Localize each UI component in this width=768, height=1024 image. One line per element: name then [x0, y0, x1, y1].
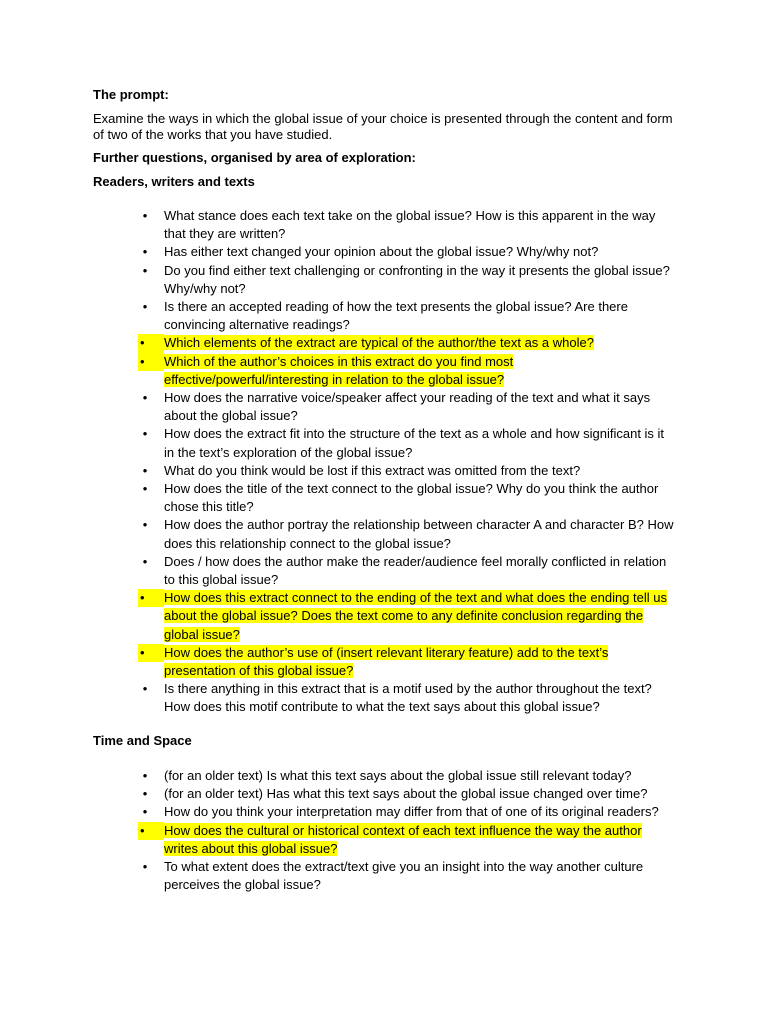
list-item: [0, 480, 676, 516]
list-item-text: Do you find either text challenging or confronting in the way it presents the global issue? Why/why not?: [164, 262, 670, 296]
list-item: [0, 785, 676, 803]
bullet-icon: •: [142, 786, 148, 802]
bullet-icon: •: [142, 481, 148, 497]
list-item-text: Which elements of the extract are typical of the author/the text as a whole?: [164, 335, 594, 351]
bullet-icon: •: [142, 208, 148, 223]
list-item: [0, 298, 676, 334]
list-item-text: Does / how does the author make the reader/audience feel morally conflicted in relation to this global issue?: [164, 553, 667, 588]
list-item: [0, 207, 676, 243]
bullet-icon: •: [138, 644, 164, 662]
list-item-text: (for an older text) Has what this text says about the global issue changed over time?: [164, 786, 648, 802]
list-item: [0, 822, 676, 858]
list-item: [0, 680, 676, 716]
list-item: [0, 803, 676, 821]
bullet-icon: •: [142, 462, 148, 478]
list-item: [0, 767, 676, 785]
list-item-text: How does the narrative voice/speaker affect your reading of the text and what it says about the global issue?: [164, 390, 651, 424]
list-item-text: Which of the author’s choices in this extract do you find most effective/powerful/interesting in relation to the global issue?: [164, 353, 514, 387]
time-space-list: [0, 767, 768, 894]
bullet-icon: •: [142, 859, 148, 875]
list-item: [0, 462, 676, 480]
bullet-icon: •: [142, 681, 148, 697]
list-item-text: How does this extract connect to the ending of the text and what does the ending tell us about the global issue? Does the text come to any definite conclusion regarding the global issue?: [164, 590, 667, 642]
bullet-icon: •: [142, 390, 148, 406]
list-item: [0, 262, 676, 298]
bullet-icon: •: [142, 299, 148, 315]
list-item-text: How does the title of the text connect to the global issue? Why do you think the author chose this title?: [164, 481, 659, 515]
bullet-icon: •: [142, 768, 148, 783]
list-item-text: How does the author’s use of (insert relevant literary feature) add to the text’s presentation of this global issue?: [164, 644, 609, 679]
further-questions-heading: Further questions, organised by area of exploration:: [93, 150, 416, 165]
list-item-text: To what extent does the extract/text give you an insight into the way another culture perceives the global issue?: [164, 859, 644, 893]
list-item-text: Is there anything in this extract that is a motif used by the author throughout the text? How does this motif contribute to what the text says about this global issue?: [164, 681, 652, 715]
bullet-icon: •: [138, 334, 164, 352]
list-item-text: How do you think your interpretation may differ from that of one of its original readers?: [164, 804, 659, 820]
list-item-text: (for an older text) Is what this text says about the global issue still relevant today?: [164, 768, 632, 783]
list-item: [0, 353, 676, 389]
bullet-icon: •: [142, 262, 148, 278]
prompt-text: Examine the ways in which the global issue of your choice is presented through the content and form of two of the works that you have studied.: [93, 111, 673, 142]
list-item-text: How does the cultural or historical context of each text influence the way the author writes about this global issue?: [164, 822, 642, 856]
section-time-space-title: Time and Space: [93, 733, 192, 748]
list-item-text: How does the author portray the relationship between character A and character B? How does this relationship connect to the global issue?: [164, 517, 674, 551]
bullet-icon: •: [142, 804, 148, 820]
list-item: [0, 553, 676, 589]
readers-writers-texts-list: [0, 207, 768, 717]
bullet-icon: •: [142, 553, 148, 569]
list-item: [0, 389, 676, 425]
list-item-text: Has either text changed your opinion about the global issue? Why/why not?: [164, 244, 599, 260]
list-item: [0, 858, 676, 894]
bullet-icon: •: [142, 517, 148, 533]
list-item-text: What do you think would be lost if this extract was omitted from the text?: [164, 462, 581, 478]
list-item-text: What stance does each text take on the global issue? How is this apparent in the way that they are written?: [164, 208, 656, 242]
bullet-icon: •: [138, 822, 164, 840]
prompt-heading: The prompt:: [93, 87, 169, 102]
bullet-icon: •: [138, 589, 164, 607]
list-item: [0, 644, 676, 680]
list-item: [0, 516, 676, 552]
list-item: [0, 425, 676, 461]
list-item-text: How does the extract fit into the structure of the text as a whole and how significant is it in the text’s exploration of the global issue?: [164, 426, 665, 460]
section-readers-writers-texts-title: Readers, writers and texts: [93, 174, 255, 189]
bullet-icon: •: [142, 244, 148, 260]
list-item: [0, 334, 676, 352]
list-item: [0, 243, 676, 261]
bullet-icon: •: [138, 353, 164, 371]
list-item-text: Is there an accepted reading of how the text presents the global issue? Are there convincing alternative readings?: [164, 299, 628, 333]
bullet-icon: •: [142, 426, 148, 442]
list-item: [0, 589, 676, 644]
